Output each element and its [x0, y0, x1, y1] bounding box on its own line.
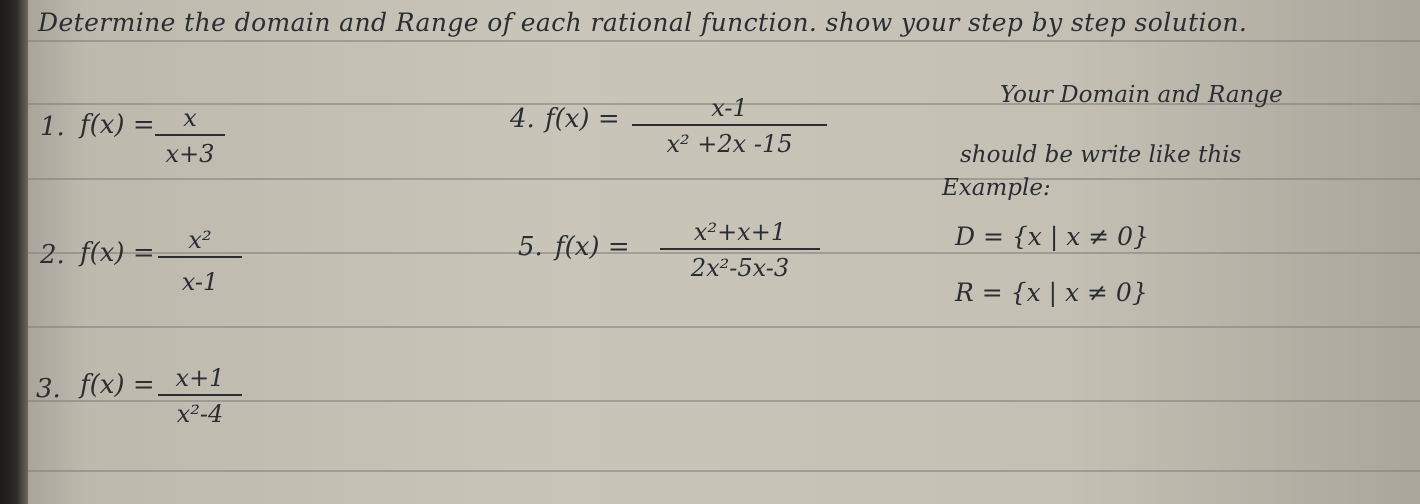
fraction-bar [158, 394, 242, 396]
problem-number: 1. [40, 112, 65, 142]
notebook-binding [0, 0, 28, 504]
note-line-2: should be write like this [960, 142, 1242, 168]
ruled-line [28, 178, 1420, 180]
fraction-bar [158, 256, 242, 258]
fraction [660, 218, 820, 282]
fraction-bar [660, 248, 820, 250]
ruled-line [28, 470, 1420, 472]
function-lhs: f(x) = [80, 370, 155, 400]
numerator: x+1 [175, 364, 225, 392]
fraction [632, 94, 827, 158]
ruled-line [28, 326, 1420, 328]
example-domain: D = {x | x ≠ 0} [955, 222, 1149, 251]
denominator: x+3 [165, 140, 215, 168]
numerator: x² [188, 226, 212, 254]
numerator: x [183, 104, 197, 132]
denominator: x² +2x -15 [666, 130, 793, 158]
fraction [155, 104, 225, 168]
problem-number: 4. [510, 104, 535, 134]
denominator: x²-4 [176, 400, 224, 428]
instructions-text: Determine the domain and Range of each rational function. show your step by step solution. [38, 8, 1248, 37]
denominator: x-1 [181, 268, 219, 296]
numerator: x-1 [711, 94, 748, 122]
fraction-bar [155, 134, 225, 136]
problem-number: 3. [36, 374, 61, 404]
example-range: R = {x | x ≠ 0} [955, 278, 1148, 307]
fraction-bar [632, 124, 827, 126]
numerator: x²+x+1 [693, 218, 787, 246]
problem-number: 5. [518, 232, 543, 262]
note-line-3: Example: [942, 175, 1051, 201]
denominator: 2x²-5x-3 [690, 254, 790, 282]
function-lhs: f(x) = [555, 232, 630, 262]
fraction [158, 226, 242, 296]
function-lhs: f(x) = [80, 110, 155, 140]
function-lhs: f(x) = [545, 104, 620, 134]
function-lhs: f(x) = [80, 238, 155, 268]
note-line-1: Your Domain and Range [1000, 82, 1283, 108]
problem-number: 2. [40, 240, 65, 270]
ruled-line [28, 40, 1420, 42]
fraction [158, 364, 242, 428]
